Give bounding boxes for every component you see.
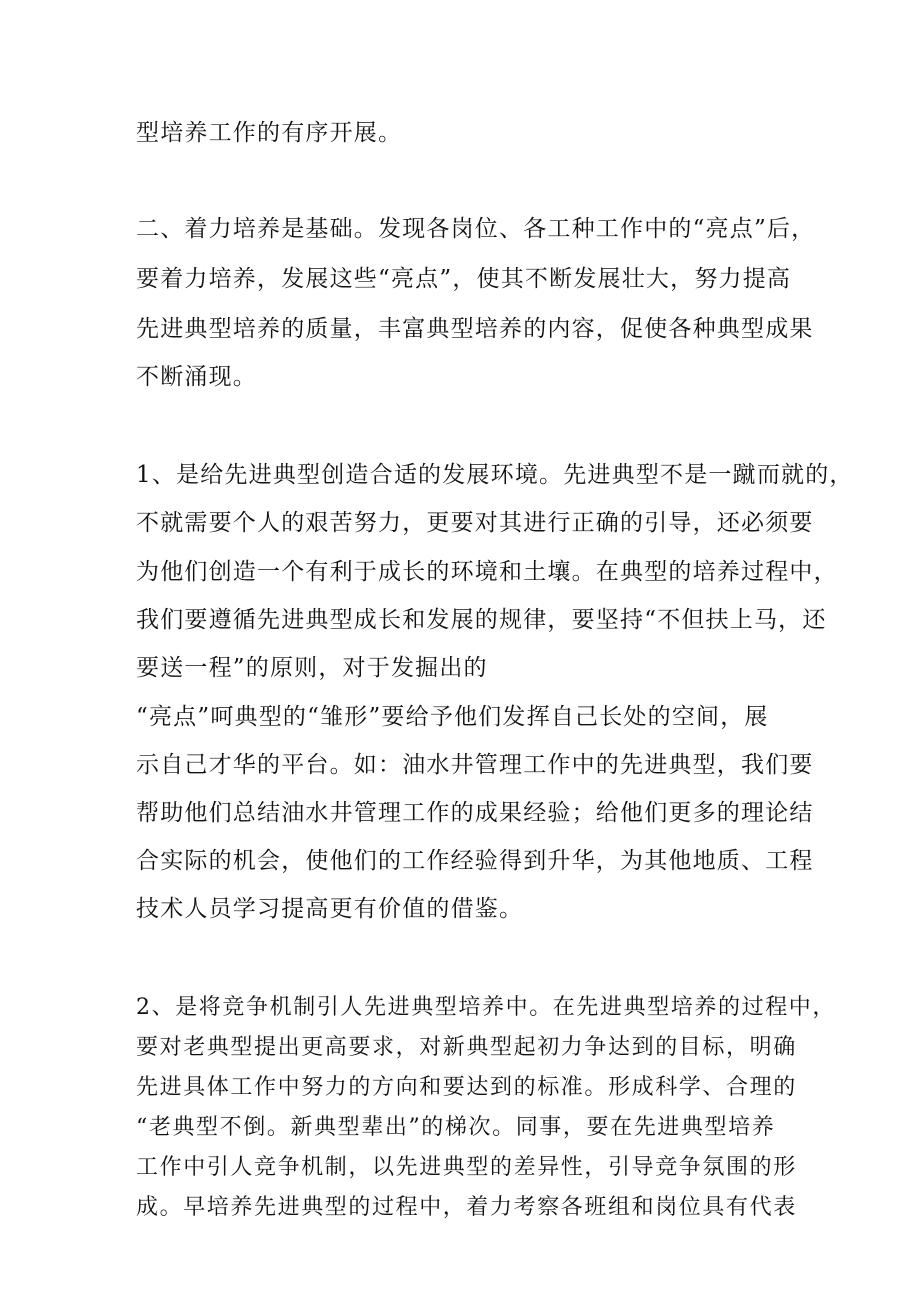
- item-one-line-3: 为他们创造一个有利于成长的环境和土壤。在典型的培养过程中，: [136, 559, 838, 585]
- item-two-line-2: 要对老典型提出更高要求，对新典型起初力争达到的目标，明确: [136, 1035, 797, 1060]
- item-two-line-1: 2、是将竞争机制引人先进典型培养中。在先进典型培养的过程中，: [136, 995, 836, 1020]
- item-one-line-2: 不就需要个人的艰苦努力，更要对其进行正确的引导，还必须要: [136, 510, 814, 536]
- item-one-line-5: 要送一程”的原则，对于发掘出的: [136, 655, 488, 681]
- item-two-line-3: 先进具体工作中努力的方向和要达到的标准。形成科学、合理的: [136, 1075, 797, 1100]
- section-two-line-3: 先进典型培养的质量，丰富典型培养的内容，促使各种典型成果: [136, 316, 814, 342]
- item-one-line-9: 合实际的机会，使他们的工作经验得到升华，为其他地质、工程: [136, 848, 814, 874]
- item-two-line-4: “老典型不倒。新典型辈出”的梯次。同事，要在先进典型培养: [136, 1115, 776, 1140]
- item-two-line-5: 工作中引人竞争机制，以先进典型的差异性，引导竞争氛围的形: [136, 1155, 797, 1180]
- item-one-line-6: “亮点”呵典型的“雏形”要给予他们发挥自己长处的空间，展: [136, 704, 769, 730]
- section-two-line-4: 不断涌现。: [136, 364, 257, 390]
- item-one-line-8: 帮助他们总结油水井管理工作的成果经验；给他们更多的理论结: [136, 800, 814, 826]
- intro-line: 型培养工作的有序开展。: [136, 120, 403, 146]
- item-one-line-1: 1、是给先进典型创造合适的发展环境。先进典型不是一蹴而就的，: [136, 462, 854, 488]
- section-two-line-2: 要着力培养，发展这些“亮点”，使其不断发展壮大，努力提高: [136, 266, 792, 292]
- item-one-line-4: 我们要遵循先进典型成长和发展的规律，要坚持“不但扶上马，还: [136, 607, 827, 633]
- item-one-line-7: 示自己才华的平台。如：油水井管理工作中的先进典型，我们要: [136, 752, 814, 778]
- item-two-line-6: 成。早培养先进典型的过程中，着力考察各班组和岗位具有代表: [136, 1195, 797, 1220]
- item-one-line-10: 技术人员学习提高更有价值的借鉴。: [136, 896, 524, 922]
- section-two-line-1: 二、着力培养是基础。发现各岗位、各工种工作中的“亮点”后，: [136, 216, 816, 242]
